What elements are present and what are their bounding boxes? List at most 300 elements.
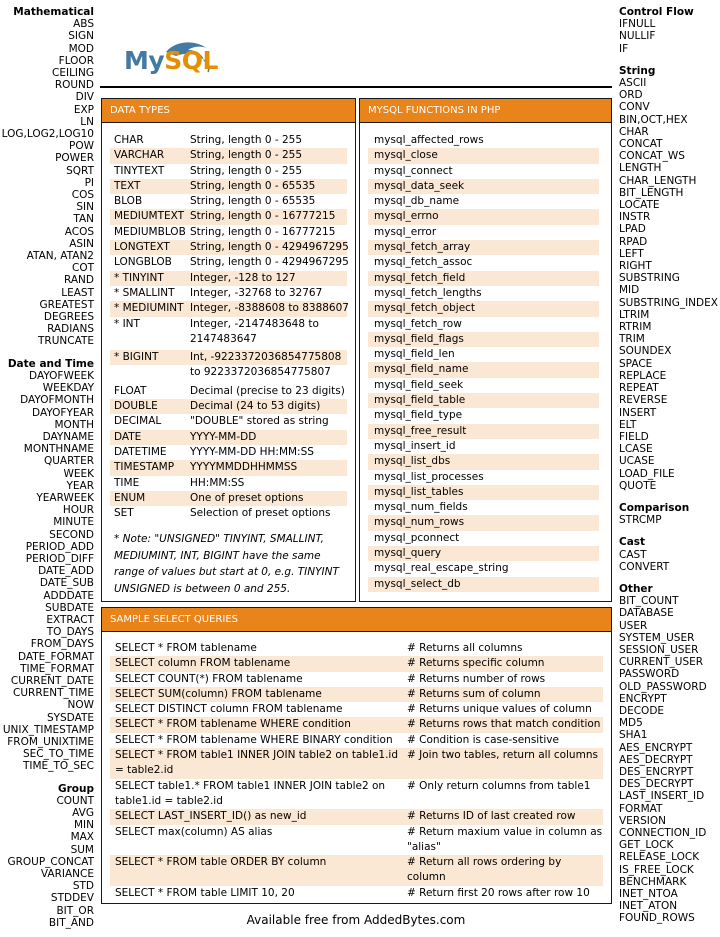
function-name: LOG,LOG2,LOG10 [1, 128, 94, 141]
data-type-row [110, 271, 347, 286]
function-name: PI [84, 176, 94, 189]
php-function-item: mysql_fetch_field [368, 271, 599, 286]
data-type-description: Integer, -2147483648 to [190, 317, 319, 330]
data-type-name: BLOB [114, 195, 143, 208]
query-row [110, 748, 603, 779]
function-name: INSTR [619, 211, 651, 224]
data-type-description: Integer, -8388608 to 8388607 [190, 302, 349, 315]
function-name: LEFT [619, 247, 644, 260]
data-type-description: String, length 0 - 4294967295 [190, 241, 349, 254]
query-sql: SELECT column FROM tablename [115, 657, 291, 670]
function-name: AVG [72, 807, 94, 819]
function-name: SUM [70, 843, 94, 856]
function-name: QUOTE [619, 479, 657, 492]
function-name: SUBSTRING [619, 272, 680, 285]
function-name: CHAR [619, 125, 649, 138]
function-name: LOCATE [619, 199, 660, 212]
function-name: WEEKDAY [42, 382, 94, 395]
data-type-name: ENUM [114, 491, 146, 504]
function-name: MOD [68, 42, 94, 55]
query-comment: # Returns number of rows [407, 672, 546, 685]
php-function-item: mysql_field_table [368, 393, 599, 408]
query-row [110, 825, 603, 856]
function-name: BENCHMARK [619, 875, 687, 888]
function-name: CONV [619, 101, 650, 114]
function-name: VARIANCE [40, 868, 94, 881]
function-name: DAYNAME [42, 430, 94, 443]
query-row [110, 855, 603, 886]
data-type-name: TIMESTAMP [114, 461, 175, 474]
function-name: POWER [55, 152, 94, 165]
php-function-item: mysql_field_name [368, 362, 599, 377]
query-sql: SELECT * FROM tablename WHERE BINARY condition [115, 733, 393, 746]
function-name: LCASE [619, 443, 653, 456]
function-name: SIGN [68, 30, 94, 43]
function-name: BIT_AND [48, 916, 94, 929]
data-type-description: Integer, -128 to 127 [190, 271, 296, 284]
data-type-description: String, length 0 - 4294967295 [190, 256, 349, 269]
query-comment: # Only return columns from table1 [407, 779, 591, 792]
function-name: REPEAT [619, 382, 659, 395]
php-function-item: mysql_db_name [374, 195, 460, 208]
php-function-item: mysql_list_dbs [368, 454, 599, 469]
query-row [110, 641, 603, 656]
data-type-row [110, 317, 347, 332]
function-name: USER [619, 619, 648, 632]
query-sql: SELECT * FROM table LIMIT 10, 20 [115, 886, 295, 899]
function-name: MONTHNAME [23, 443, 94, 456]
data-type-row [110, 255, 347, 270]
data-type-name: DATE [114, 430, 142, 443]
php-function-item: mysql_free_result [368, 424, 599, 439]
data-type-row [110, 430, 347, 445]
function-name: RELEASE_LOCK [619, 851, 700, 864]
function-name: IF [619, 42, 629, 55]
right-function-list [619, 6, 720, 925]
php-function-item: mysql_close [368, 148, 599, 163]
function-name: UCASE [619, 455, 655, 468]
data-type-name: DECIMAL [114, 415, 162, 428]
data-type-row [110, 209, 347, 224]
function-name: LN [80, 115, 94, 128]
php-functions-list [360, 123, 611, 592]
function-group-title: String [619, 64, 656, 77]
data-type-name [110, 332, 190, 347]
function-group [0, 358, 94, 773]
function-name: FORMAT [619, 802, 663, 815]
data-type-name: LONGBLOB [114, 256, 172, 269]
php-function-item: mysql_real_escape_string [374, 562, 509, 575]
function-name: CONCAT [619, 138, 663, 151]
data-type-description: String, length 0 - 65535 [190, 195, 316, 208]
php-function-item: mysql_query [368, 546, 599, 561]
function-name: LOAD_FILE [619, 467, 675, 480]
query-comment: # Returns sum of column [407, 687, 541, 700]
data-type-name: * BIGINT [114, 351, 159, 364]
function-name: STDDEV [50, 892, 94, 905]
header-divider [100, 86, 612, 88]
function-group-title: Date and Time [7, 357, 94, 370]
function-name: ENCRYPT [619, 692, 667, 705]
function-name: SYSDATE [46, 711, 94, 724]
data-type-name [110, 365, 190, 380]
function-name: DAYOFWEEK [29, 369, 94, 382]
data-types-table [102, 123, 355, 521]
function-name: ORD [619, 89, 643, 102]
data-type-row [110, 301, 347, 316]
data-type-name: TINYTEXT [114, 164, 165, 177]
php-function-item: mysql_list_processes [374, 470, 484, 483]
function-group [0, 6, 94, 348]
function-name: TO_DAYS [46, 626, 94, 639]
data-type-row [110, 286, 347, 301]
sample-queries-panel [101, 607, 612, 904]
data-type-row [110, 164, 347, 179]
function-name: NULLIF [619, 30, 656, 43]
php-function-item: mysql_data_seek [368, 179, 599, 194]
data-type-name: FLOAT [114, 384, 147, 397]
query-sql: SELECT LAST_INSERT_ID() as new_id [115, 810, 307, 823]
php-function-item: mysql_pconnect [374, 531, 460, 544]
function-name: PASSWORD [619, 668, 680, 681]
function-name: RADIANS [47, 323, 94, 336]
php-function-item: mysql_num_fields [374, 501, 468, 514]
function-name: INSERT [619, 406, 657, 419]
query-row [110, 687, 603, 702]
function-group-title: Control Flow [619, 6, 694, 18]
data-types-title: DATA TYPES [102, 99, 355, 123]
php-function-item: mysql_num_rows [368, 515, 599, 530]
function-name: MAX [70, 831, 94, 844]
function-name: ATAN, ATAN2 [26, 250, 94, 263]
function-name: AES_DECRYPT [619, 753, 693, 766]
function-name: GET_LOCK [619, 839, 674, 852]
function-name: FOUND_ROWS [619, 912, 695, 925]
function-name: NOW [67, 699, 94, 712]
query-comment: # Join two tables, return all columns [407, 749, 598, 762]
function-group [619, 502, 720, 526]
function-name: CURRENT_USER [619, 656, 704, 669]
mysql-logo-text [124, 48, 218, 74]
function-name: FROM_DAYS [30, 638, 94, 651]
function-name: ASIN [69, 237, 94, 250]
function-name: ELT [619, 418, 637, 431]
function-name: INET_ATON [619, 900, 678, 913]
function-name: LEAST [61, 286, 94, 299]
function-name: OLD_PASSWORD [619, 680, 707, 693]
query-sql: SELECT * FROM tablename [115, 642, 257, 654]
function-name: LAST_INSERT_ID [619, 790, 705, 803]
function-group-title: Comparison [619, 501, 690, 514]
data-type-description: String, length 0 - 255 [190, 164, 303, 177]
php-function-item: mysql_fetch_lengths [374, 286, 482, 299]
function-name: DEGREES [43, 311, 94, 324]
function-name: ASCII [619, 77, 647, 90]
data-type-row [110, 332, 347, 347]
function-name: TRUNCATE [38, 335, 94, 348]
data-type-row [110, 133, 347, 148]
query-row [110, 672, 603, 687]
query-sql: SELECT max(column) AS alias [115, 825, 273, 838]
function-name: YEARWEEK [36, 491, 94, 504]
function-name: MINUTE [53, 516, 94, 529]
function-name: YEAR [66, 479, 94, 492]
function-name: SUBSTRING_INDEX [619, 296, 718, 309]
query-comment: # Return first 20 rows after row 10 [407, 886, 590, 899]
php-function-item: mysql_connect [374, 164, 453, 177]
php-function-item: mysql_error [374, 225, 437, 238]
logo-sql: SQL [164, 46, 218, 75]
function-name: DATE_FORMAT [17, 650, 94, 663]
function-name: CONCAT_WS [619, 150, 685, 163]
php-function-item: mysql_affected_rows [374, 134, 484, 146]
query-row [110, 886, 603, 901]
data-type-name: CHAR [114, 134, 144, 146]
data-type-description: String, length 0 - 16777215 [190, 225, 336, 238]
function-name: AES_ENCRYPT [619, 741, 693, 754]
function-name: EXP [73, 103, 94, 116]
data-type-name: DOUBLE [114, 400, 158, 413]
function-name: BIT_OR [56, 904, 94, 917]
function-name: TRIM [619, 333, 645, 346]
function-name: MIN [73, 819, 94, 832]
function-name: DES_ENCRYPT [619, 765, 694, 778]
function-group-title: Group [57, 782, 94, 795]
php-function-item: mysql_field_seek [374, 378, 464, 391]
function-name: RTRIM [619, 321, 652, 334]
data-type-description: Int, -9223372036854775808 [190, 351, 342, 364]
data-type-row [110, 476, 347, 491]
data-type-description: "DOUBLE" stored as string [190, 415, 329, 428]
function-name: COUNT [56, 794, 94, 807]
data-type-row [110, 414, 347, 429]
data-type-name: * INT [114, 317, 140, 330]
query-row [110, 702, 603, 717]
php-function-item: mysql_field_flags [368, 332, 599, 347]
data-type-row [110, 460, 347, 475]
query-comment: # Condition is case-sensitive [407, 733, 559, 746]
function-name: ROUND [54, 79, 94, 92]
function-name: DIV [75, 91, 94, 104]
php-function-item: mysql_fetch_assoc [374, 256, 473, 269]
function-name: CURRENT_TIME [13, 687, 94, 700]
function-name: CEILING [52, 67, 94, 80]
php-function-item: mysql_field_type [374, 409, 463, 422]
data-type-name: TEXT [114, 179, 141, 192]
query-row [110, 656, 603, 671]
function-name: COT [71, 262, 94, 275]
data-type-row [110, 445, 347, 460]
function-name: PERIOD_DIFF [25, 552, 94, 565]
data-type-description: Decimal (24 to 53 digits) [190, 400, 321, 413]
data-type-name: SET [114, 507, 134, 520]
function-name: TAN [73, 213, 94, 226]
function-name: SPACE [619, 357, 653, 370]
data-type-description: 2147483647 [190, 332, 257, 345]
php-function-item: mysql_field_len [374, 348, 455, 361]
php-function-item: mysql_fetch_array [368, 240, 599, 255]
function-name: SECOND [49, 528, 94, 541]
function-name: RIGHT [619, 260, 652, 273]
function-name: DATE_ADD [38, 565, 94, 578]
function-name: LTRIM [619, 308, 650, 321]
php-function-item: mysql_errno [368, 209, 599, 224]
query-comment: # Returns unique values of column [407, 703, 592, 716]
data-type-description: String, length 0 - 255 [190, 149, 303, 162]
function-name: MONTH [54, 418, 94, 431]
function-name: UNIX_TIMESTAMP [2, 723, 94, 736]
data-type-row [110, 384, 347, 399]
function-name: FIELD [619, 430, 649, 443]
data-type-row [110, 225, 347, 240]
function-name: SUBDATE [45, 601, 94, 614]
data-type-description: One of preset options [190, 491, 304, 504]
query-row [110, 779, 603, 810]
data-type-row [110, 350, 347, 365]
php-function-item: mysql_fetch_object [368, 301, 599, 316]
php-function-item: mysql_fetch_row [374, 317, 462, 330]
data-type-description: YYYY-MM-DD [190, 430, 257, 443]
query-comment: # Return maxium value in column as "alias" [407, 825, 603, 853]
function-name: BIT_LENGTH [619, 186, 684, 199]
data-type-name: * SMALLINT [114, 286, 175, 299]
data-type-row [110, 240, 347, 255]
php-functions-title: MYSQL FUNCTIONS IN PHP [360, 99, 611, 123]
query-comment: # Returns all columns [407, 642, 523, 654]
function-name: INET_NTOA [619, 888, 678, 901]
function-name: SESSION_USER [619, 643, 699, 656]
data-type-description: Selection of preset options [190, 507, 331, 520]
function-name: CONNECTION_ID [619, 827, 707, 839]
data-type-description: String, length 0 - 65535 [190, 179, 316, 192]
function-name: REPLACE [619, 369, 667, 382]
function-group-title: Cast [619, 536, 646, 549]
footer-credit: Available free from AddedBytes.com [246, 913, 466, 927]
function-name: ABS [73, 18, 94, 31]
sample-queries-table [102, 632, 611, 901]
function-name: IS_FREE_LOCK [619, 863, 694, 876]
function-name: SQRT [66, 164, 94, 177]
data-types-note: * Note: "UNSIGNED" TINYINT, SMALLINT, MEDIUMINT, INT, BIGINT have the same range of values but start at 0, e.g. TINYINT UNSIGNED is between 0 and 255. [114, 533, 339, 595]
query-sql: SELECT DISTINCT column FROM tablename [115, 703, 343, 716]
function-name: RPAD [619, 235, 648, 248]
function-name: RAND [64, 274, 94, 287]
function-name: BIN,OCT,HEX [619, 113, 688, 126]
data-type-row [110, 399, 347, 414]
function-name: POW [69, 140, 94, 153]
php-function-item: mysql_list_tables [368, 485, 599, 500]
function-name: LPAD [619, 223, 646, 236]
query-sql: SELECT COUNT(*) FROM tablename [115, 672, 303, 685]
data-type-description: String, length 0 - 255 [190, 134, 303, 146]
function-group [0, 783, 94, 929]
data-type-description: YYYYMMDDHHMMSS [190, 461, 298, 474]
function-group-title: Mathematical [13, 6, 94, 18]
query-row [110, 717, 603, 732]
query-sql: SELECT table1.* FROM table1 INNER JOIN table2 on table1.id = table2.id [115, 779, 386, 807]
function-name: IFNULL [619, 18, 656, 31]
data-type-name: DATETIME [114, 445, 167, 458]
function-name: VERSION [619, 814, 666, 827]
function-name: CAST [619, 548, 647, 561]
data-type-description: String, length 0 - 16777215 [190, 210, 336, 223]
function-group [619, 583, 720, 925]
data-type-description: YYYY-MM-DD HH:MM:SS [190, 445, 314, 458]
left-function-list [0, 6, 94, 929]
query-row [110, 733, 603, 748]
query-row [110, 809, 603, 824]
function-name: QUARTER [43, 455, 94, 468]
function-name: CHAR_LENGTH [619, 174, 697, 187]
sample-queries-title: SAMPLE SELECT QUERIES [102, 608, 611, 632]
function-name: FROM_UNIXTIME [7, 735, 94, 748]
data-type-name: TIME [114, 476, 140, 489]
logo-my: My [124, 46, 165, 75]
function-name: SHA1 [619, 729, 648, 742]
function-name: ADDDATE [43, 589, 94, 602]
query-sql: SELECT SUM(column) FROM tablename [115, 687, 322, 700]
php-function-item: mysql_insert_id [374, 439, 456, 452]
function-group [619, 6, 720, 55]
function-name: WEEK [63, 467, 94, 480]
function-name: CONVERT [619, 560, 670, 573]
function-name: HOUR [62, 504, 94, 517]
function-name: SIN [76, 201, 94, 214]
function-name: DAYOFYEAR [32, 406, 94, 419]
function-name: GROUP_CONCAT [7, 855, 94, 868]
function-name: SYSTEM_USER [619, 631, 695, 644]
function-name: MID [619, 284, 640, 297]
function-name: CURRENT_DATE [10, 674, 94, 687]
php-function-item: mysql_select_db [368, 577, 599, 592]
function-name: COS [71, 189, 94, 202]
data-type-row [110, 491, 347, 506]
function-group [619, 65, 720, 492]
query-comment: # Return all rows ordering by column [407, 856, 562, 884]
function-group-title: Other [619, 582, 653, 595]
data-types-panel [101, 98, 356, 602]
function-name: DECODE [619, 704, 665, 717]
php-functions-panel [359, 98, 612, 602]
data-type-row [110, 506, 347, 521]
function-name: DAYOFMONTH [20, 394, 94, 407]
data-type-name: LONGTEXT [114, 241, 170, 254]
data-type-description: Integer, -32768 to 32767 [190, 286, 323, 299]
query-sql: SELECT * FROM table1 INNER JOIN table2 on table1.id = table2.id [115, 749, 399, 777]
function-name: GREATEST [39, 298, 94, 311]
function-name: STRCMP [619, 514, 662, 527]
function-name: MD5 [619, 717, 643, 730]
data-type-row [110, 148, 347, 163]
function-name: ACOS [64, 225, 94, 238]
query-sql: SELECT * FROM tablename WHERE condition [115, 718, 351, 731]
function-name: SOUNDEX [619, 345, 672, 358]
data-type-row [110, 365, 347, 380]
data-type-name: MEDIUMBLOB [114, 225, 186, 238]
function-name: STD [72, 880, 94, 893]
function-name: PERIOD_ADD [25, 540, 94, 553]
function-name: SEC_TO_TIME [22, 748, 94, 761]
data-type-description: Decimal (precise to 23 digits) [190, 384, 345, 397]
data-type-name: VARCHAR [114, 149, 165, 162]
data-type-row [110, 179, 347, 194]
data-type-name: * MEDIUMINT [114, 302, 184, 315]
query-comment: # Returns ID of last created row [407, 810, 576, 823]
query-comment: # Returns rows that match condition [407, 718, 601, 731]
data-type-row [110, 194, 347, 209]
function-name: DATABASE [619, 607, 674, 620]
function-name: TIME_TO_SEC [22, 760, 94, 773]
